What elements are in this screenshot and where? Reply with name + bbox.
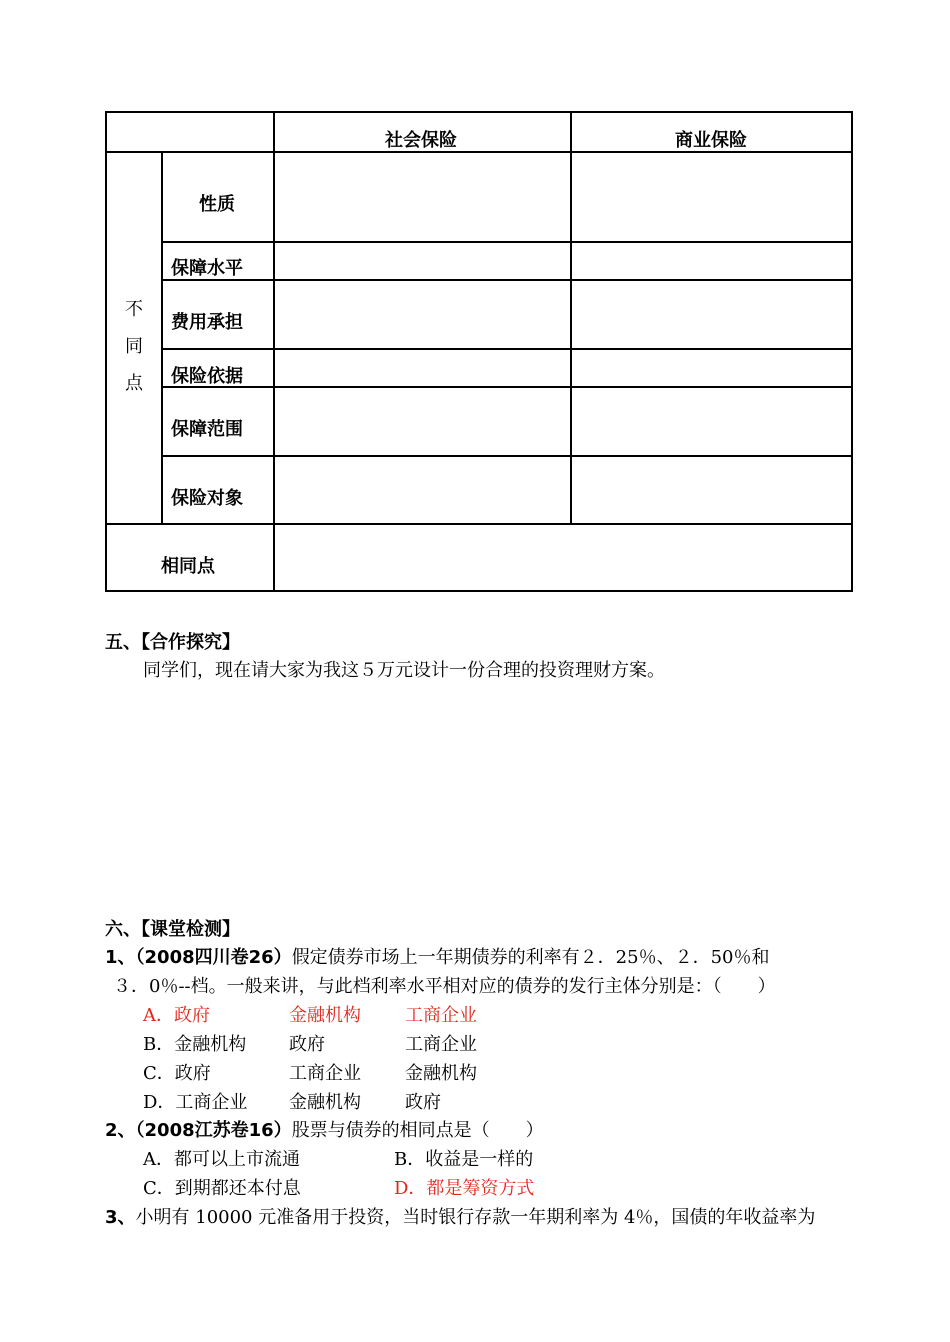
question-1-number: 1、: [105, 947, 136, 968]
row-label-cost-bearing: 费用承担: [171, 312, 243, 333]
q2-option-c: C．到期都还本付息: [143, 1178, 301, 1199]
table-rule: [161, 348, 853, 350]
question-2-source: （2008江苏卷16）: [135, 1120, 292, 1141]
comparison-table: [105, 111, 853, 592]
q1-option-a-col1: A．政府: [143, 1005, 210, 1026]
table-rule: [107, 151, 853, 153]
question-1-stem: 假定债券市场上一年期债券的利率有２．25％、２．50％和: [291, 947, 770, 968]
q1-option-b-col3: 工商企业: [405, 1034, 477, 1055]
row-label-insured-objects: 保险对象: [171, 488, 243, 509]
q1-option-d-col1: D．工商企业: [143, 1092, 248, 1113]
question-2-line: [105, 1119, 544, 1143]
q1-option-a-col3: 工商企业: [405, 1005, 477, 1026]
table-rule: [273, 113, 275, 592]
group-label-char: 点: [125, 373, 143, 394]
table-rule: [161, 151, 163, 523]
table-rule: [161, 279, 853, 281]
header-commercial-insurance: 商业保险: [675, 130, 747, 151]
section-5-prompt: 同学们，现在请大家为我这５万元设计一份合理的投资理财方案。: [143, 660, 665, 681]
q1-option-c-col2: 工商企业: [289, 1063, 361, 1084]
section-6-heading: 六、【课堂检测】: [105, 919, 240, 940]
question-1-line-2: ３．0％--档。一般来讲，与此档利率水平相对应的债券的发行主体分别是：（ ）: [113, 976, 776, 997]
question-3-line: [105, 1206, 815, 1230]
table-rule: [107, 523, 853, 525]
section-5-heading: 五、【合作探究】: [105, 632, 240, 653]
answer-space: [105, 690, 850, 910]
q1-option-c-col3: 金融机构: [405, 1063, 477, 1084]
table-rule: [570, 113, 572, 523]
group-label-differences: [123, 291, 145, 402]
table-rule: [161, 455, 853, 457]
question-3-number: 3、: [105, 1207, 136, 1228]
q2-option-b: B．收益是一样的: [394, 1149, 534, 1170]
group-label-char: 同: [125, 336, 143, 357]
header-social-insurance: 社会保险: [385, 130, 457, 151]
row-label-nature: 性质: [199, 194, 235, 215]
q2-option-d: D．都是筹资方式: [394, 1178, 535, 1199]
question-2-stem: 股票与债券的相同点是（ ）: [291, 1120, 544, 1141]
question-3-stem: 小明有 10000 元准备用于投资，当时银行存款一年期利率为 4％，国债的年收益率为: [135, 1207, 816, 1228]
table-rule: [161, 241, 853, 243]
q1-option-d-col2: 金融机构: [289, 1092, 361, 1113]
question-1-line-1: [105, 946, 770, 970]
question-1-source: （2008四川卷26）: [135, 947, 292, 968]
question-2-number: 2、: [105, 1120, 136, 1141]
table-rule: [161, 386, 853, 388]
q1-option-c-col1: C．政府: [143, 1063, 211, 1084]
q1-option-b-col2: 政府: [289, 1034, 325, 1055]
group-label-char: 不: [125, 299, 143, 320]
q1-option-d-col3: 政府: [405, 1092, 441, 1113]
q2-option-a: A．都可以上市流通: [143, 1149, 300, 1170]
q1-option-a-col2: 金融机构: [289, 1005, 361, 1026]
q1-option-b-col1: B．金融机构: [143, 1034, 247, 1055]
row-label-coverage-scope: 保障范围: [171, 419, 243, 440]
row-label-similarities: 相同点: [161, 556, 215, 577]
row-label-insurance-basis: 保险依据: [171, 366, 243, 387]
row-label-guarantee-level: 保障水平: [171, 258, 243, 279]
